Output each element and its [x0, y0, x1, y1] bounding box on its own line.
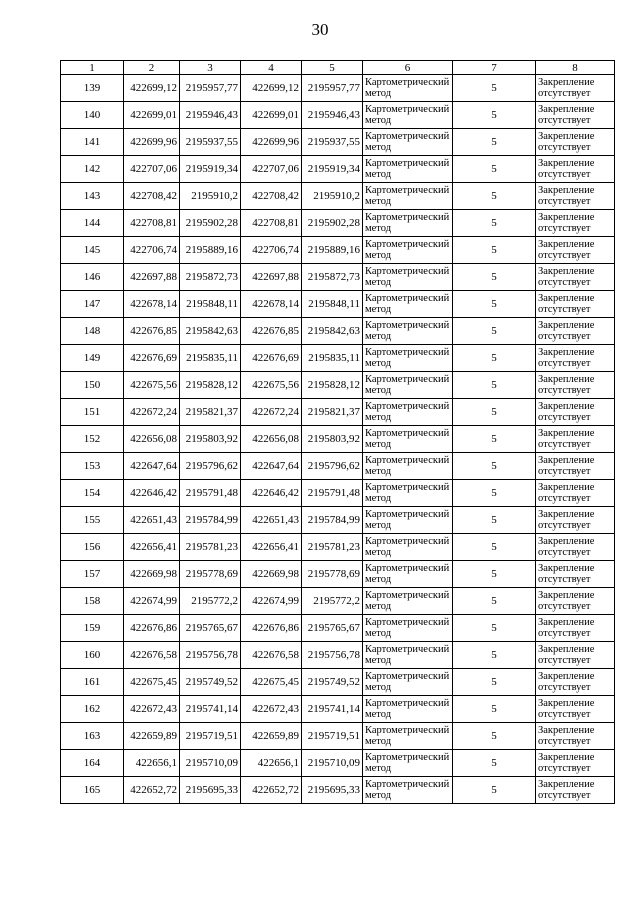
- x-coordinate-old-cell: 422669,98: [124, 561, 180, 588]
- table-row: [61, 291, 615, 318]
- table-row: [61, 588, 615, 615]
- y-coordinate-new-cell: 2195821,37: [302, 399, 363, 426]
- determination-method-cell: Картометрический метод: [363, 399, 453, 426]
- y-coordinate-old-cell: 2195765,67: [180, 615, 241, 642]
- table-row: [61, 723, 615, 750]
- point-number-cell: 164: [61, 750, 124, 777]
- y-coordinate-new-cell: 2195872,73: [302, 264, 363, 291]
- point-number-cell: 141: [61, 129, 124, 156]
- fixing-description-cell: Закрепление отсутствует: [536, 561, 615, 588]
- y-coordinate-new-cell: 2195765,67: [302, 615, 363, 642]
- determination-method-cell: Картометрический метод: [363, 642, 453, 669]
- table-row: [61, 453, 615, 480]
- accuracy-cell: 5: [453, 264, 536, 291]
- y-coordinate-new-cell: 2195902,28: [302, 210, 363, 237]
- y-coordinate-new-cell: 2195749,52: [302, 669, 363, 696]
- y-coordinate-old-cell: 2195719,51: [180, 723, 241, 750]
- fixing-description-cell: Закрепление отсутствует: [536, 453, 615, 480]
- table-row: [61, 372, 615, 399]
- page-number: 30: [311, 20, 329, 39]
- accuracy-cell: 5: [453, 453, 536, 480]
- x-coordinate-old-cell: 422675,45: [124, 669, 180, 696]
- y-coordinate-old-cell: 2195781,23: [180, 534, 241, 561]
- determination-method-cell: Картометрический метод: [363, 723, 453, 750]
- fixing-description-cell: Закрепление отсутствует: [536, 588, 615, 615]
- x-coordinate-old-cell: 422699,01: [124, 102, 180, 129]
- point-number-cell: 152: [61, 426, 124, 453]
- table-row: [61, 777, 615, 804]
- table-row: [61, 426, 615, 453]
- point-number-cell: 156: [61, 534, 124, 561]
- accuracy-cell: 5: [453, 750, 536, 777]
- y-coordinate-old-cell: 2195957,77: [180, 75, 241, 102]
- fixing-description-cell: Закрепление отсутствует: [536, 669, 615, 696]
- x-coordinate-old-cell: 422697,88: [124, 264, 180, 291]
- determination-method-cell: Картометрический метод: [363, 426, 453, 453]
- x-coordinate-new-cell: 422669,98: [241, 561, 302, 588]
- fixing-description-cell: Закрепление отсутствует: [536, 129, 615, 156]
- x-coordinate-new-cell: 422656,1: [241, 750, 302, 777]
- x-coordinate-new-cell: 422659,89: [241, 723, 302, 750]
- x-coordinate-new-cell: 422656,41: [241, 534, 302, 561]
- accuracy-cell: 5: [453, 291, 536, 318]
- x-coordinate-new-cell: 422672,43: [241, 696, 302, 723]
- x-coordinate-old-cell: 422706,74: [124, 237, 180, 264]
- x-coordinate-new-cell: 422646,42: [241, 480, 302, 507]
- column-header-3: 3: [180, 61, 241, 75]
- fixing-description-cell: Закрепление отсутствует: [536, 507, 615, 534]
- fixing-description-cell: Закрепление отсутствует: [536, 534, 615, 561]
- accuracy-cell: 5: [453, 534, 536, 561]
- point-number-cell: 154: [61, 480, 124, 507]
- point-number-cell: 146: [61, 264, 124, 291]
- x-coordinate-new-cell: 422674,99: [241, 588, 302, 615]
- point-number-cell: 140: [61, 102, 124, 129]
- y-coordinate-new-cell: 2195828,12: [302, 372, 363, 399]
- x-coordinate-old-cell: 422672,43: [124, 696, 180, 723]
- y-coordinate-old-cell: 2195835,11: [180, 345, 241, 372]
- fixing-description-cell: Закрепление отсутствует: [536, 642, 615, 669]
- determination-method-cell: Картометрический метод: [363, 156, 453, 183]
- x-coordinate-new-cell: 422676,85: [241, 318, 302, 345]
- y-coordinate-old-cell: 2195803,92: [180, 426, 241, 453]
- fixing-description-cell: Закрепление отсутствует: [536, 291, 615, 318]
- determination-method-cell: Картометрический метод: [363, 237, 453, 264]
- fixing-description-cell: Закрепление отсутствует: [536, 480, 615, 507]
- point-number-cell: 143: [61, 183, 124, 210]
- point-number-cell: 155: [61, 507, 124, 534]
- y-coordinate-old-cell: 2195710,09: [180, 750, 241, 777]
- accuracy-cell: 5: [453, 156, 536, 183]
- accuracy-cell: 5: [453, 669, 536, 696]
- point-number-cell: 149: [61, 345, 124, 372]
- point-number-cell: 165: [61, 777, 124, 804]
- table-row: [61, 75, 615, 102]
- table-row: [61, 615, 615, 642]
- accuracy-cell: 5: [453, 777, 536, 804]
- accuracy-cell: 5: [453, 237, 536, 264]
- x-coordinate-new-cell: 422676,86: [241, 615, 302, 642]
- determination-method-cell: Картометрический метод: [363, 588, 453, 615]
- x-coordinate-new-cell: 422699,96: [241, 129, 302, 156]
- x-coordinate-new-cell: 422651,43: [241, 507, 302, 534]
- column-header-2: 2: [124, 61, 180, 75]
- point-number-cell: 147: [61, 291, 124, 318]
- column-header-4: 4: [241, 61, 302, 75]
- accuracy-cell: 5: [453, 345, 536, 372]
- y-coordinate-old-cell: 2195778,69: [180, 561, 241, 588]
- fixing-description-cell: Закрепление отсутствует: [536, 156, 615, 183]
- table-header: [61, 61, 615, 75]
- table-row: [61, 696, 615, 723]
- x-coordinate-old-cell: 422675,56: [124, 372, 180, 399]
- accuracy-cell: 5: [453, 507, 536, 534]
- y-coordinate-new-cell: 2195710,09: [302, 750, 363, 777]
- x-coordinate-old-cell: 422656,41: [124, 534, 180, 561]
- accuracy-cell: 5: [453, 75, 536, 102]
- fixing-description-cell: Закрепление отсутствует: [536, 264, 615, 291]
- coordinates-table: [60, 60, 615, 804]
- accuracy-cell: 5: [453, 723, 536, 750]
- x-coordinate-new-cell: 422675,56: [241, 372, 302, 399]
- fixing-description-cell: Закрепление отсутствует: [536, 210, 615, 237]
- x-coordinate-old-cell: 422707,06: [124, 156, 180, 183]
- y-coordinate-old-cell: 2195784,99: [180, 507, 241, 534]
- y-coordinate-old-cell: 2195842,63: [180, 318, 241, 345]
- x-coordinate-new-cell: 422706,74: [241, 237, 302, 264]
- y-coordinate-new-cell: 2195791,48: [302, 480, 363, 507]
- point-number-cell: 157: [61, 561, 124, 588]
- y-coordinate-old-cell: 2195756,78: [180, 642, 241, 669]
- determination-method-cell: Картометрический метод: [363, 291, 453, 318]
- x-coordinate-old-cell: 422672,24: [124, 399, 180, 426]
- point-number-cell: 142: [61, 156, 124, 183]
- determination-method-cell: Картометрический метод: [363, 372, 453, 399]
- x-coordinate-new-cell: 422672,24: [241, 399, 302, 426]
- y-coordinate-old-cell: 2195821,37: [180, 399, 241, 426]
- table-row: [61, 264, 615, 291]
- determination-method-cell: Картометрический метод: [363, 669, 453, 696]
- y-coordinate-new-cell: 2195778,69: [302, 561, 363, 588]
- table-row: [61, 183, 615, 210]
- point-number-cell: 163: [61, 723, 124, 750]
- accuracy-cell: 5: [453, 210, 536, 237]
- point-number-cell: 148: [61, 318, 124, 345]
- y-coordinate-old-cell: 2195749,52: [180, 669, 241, 696]
- fixing-description-cell: Закрепление отсутствует: [536, 345, 615, 372]
- point-number-cell: 139: [61, 75, 124, 102]
- x-coordinate-old-cell: 422708,42: [124, 183, 180, 210]
- y-coordinate-new-cell: 2195946,43: [302, 102, 363, 129]
- table-row: [61, 507, 615, 534]
- x-coordinate-old-cell: 422676,86: [124, 615, 180, 642]
- x-coordinate-old-cell: 422699,96: [124, 129, 180, 156]
- x-coordinate-new-cell: 422699,01: [241, 102, 302, 129]
- accuracy-cell: 5: [453, 102, 536, 129]
- y-coordinate-new-cell: 2195719,51: [302, 723, 363, 750]
- x-coordinate-old-cell: 422646,42: [124, 480, 180, 507]
- determination-method-cell: Картометрический метод: [363, 75, 453, 102]
- y-coordinate-old-cell: 2195919,34: [180, 156, 241, 183]
- y-coordinate-old-cell: 2195828,12: [180, 372, 241, 399]
- table-row: [61, 237, 615, 264]
- y-coordinate-new-cell: 2195937,55: [302, 129, 363, 156]
- x-coordinate-old-cell: 422656,1: [124, 750, 180, 777]
- x-coordinate-old-cell: 422708,81: [124, 210, 180, 237]
- fixing-description-cell: Закрепление отсутствует: [536, 750, 615, 777]
- y-coordinate-new-cell: 2195889,16: [302, 237, 363, 264]
- determination-method-cell: Картометрический метод: [363, 453, 453, 480]
- table-row: [61, 210, 615, 237]
- y-coordinate-new-cell: 2195835,11: [302, 345, 363, 372]
- y-coordinate-old-cell: 2195946,43: [180, 102, 241, 129]
- accuracy-cell: 5: [453, 426, 536, 453]
- x-coordinate-old-cell: 422656,08: [124, 426, 180, 453]
- column-header-5: 5: [302, 61, 363, 75]
- accuracy-cell: 5: [453, 318, 536, 345]
- x-coordinate-new-cell: 422652,72: [241, 777, 302, 804]
- x-coordinate-old-cell: 422651,43: [124, 507, 180, 534]
- x-coordinate-new-cell: 422676,58: [241, 642, 302, 669]
- accuracy-cell: 5: [453, 399, 536, 426]
- determination-method-cell: Картометрический метод: [363, 480, 453, 507]
- determination-method-cell: Картометрический метод: [363, 318, 453, 345]
- accuracy-cell: 5: [453, 129, 536, 156]
- y-coordinate-new-cell: 2195796,62: [302, 453, 363, 480]
- x-coordinate-old-cell: 422699,12: [124, 75, 180, 102]
- y-coordinate-old-cell: 2195772,2: [180, 588, 241, 615]
- y-coordinate-old-cell: 2195937,55: [180, 129, 241, 156]
- point-number-cell: 162: [61, 696, 124, 723]
- x-coordinate-old-cell: 422659,89: [124, 723, 180, 750]
- x-coordinate-old-cell: 422676,58: [124, 642, 180, 669]
- fixing-description-cell: Закрепление отсутствует: [536, 696, 615, 723]
- x-coordinate-new-cell: 422678,14: [241, 291, 302, 318]
- determination-method-cell: Картометрический метод: [363, 777, 453, 804]
- x-coordinate-new-cell: 422675,45: [241, 669, 302, 696]
- table-row: [61, 480, 615, 507]
- accuracy-cell: 5: [453, 372, 536, 399]
- y-coordinate-new-cell: 2195957,77: [302, 75, 363, 102]
- accuracy-cell: 5: [453, 183, 536, 210]
- y-coordinate-old-cell: 2195695,33: [180, 777, 241, 804]
- table-row: [61, 129, 615, 156]
- fixing-description-cell: Закрепление отсутствует: [536, 102, 615, 129]
- x-coordinate-new-cell: 422699,12: [241, 75, 302, 102]
- x-coordinate-old-cell: 422678,14: [124, 291, 180, 318]
- x-coordinate-old-cell: 422652,72: [124, 777, 180, 804]
- determination-method-cell: Картометрический метод: [363, 561, 453, 588]
- y-coordinate-new-cell: 2195781,23: [302, 534, 363, 561]
- y-coordinate-new-cell: 2195756,78: [302, 642, 363, 669]
- determination-method-cell: Картометрический метод: [363, 210, 453, 237]
- x-coordinate-new-cell: 422656,08: [241, 426, 302, 453]
- determination-method-cell: Картометрический метод: [363, 183, 453, 210]
- y-coordinate-new-cell: 2195842,63: [302, 318, 363, 345]
- accuracy-cell: 5: [453, 588, 536, 615]
- table-row: [61, 156, 615, 183]
- point-number-cell: 158: [61, 588, 124, 615]
- point-number-cell: 159: [61, 615, 124, 642]
- fixing-description-cell: Закрепление отсутствует: [536, 372, 615, 399]
- y-coordinate-new-cell: 2195803,92: [302, 426, 363, 453]
- point-number-cell: 160: [61, 642, 124, 669]
- table-body: [61, 75, 615, 804]
- y-coordinate-new-cell: 2195784,99: [302, 507, 363, 534]
- x-coordinate-new-cell: 422676,69: [241, 345, 302, 372]
- determination-method-cell: Картометрический метод: [363, 345, 453, 372]
- table-row: [61, 642, 615, 669]
- y-coordinate-old-cell: 2195741,14: [180, 696, 241, 723]
- y-coordinate-new-cell: 2195695,33: [302, 777, 363, 804]
- fixing-description-cell: Закрепление отсутствует: [536, 318, 615, 345]
- table-row: [61, 318, 615, 345]
- accuracy-cell: 5: [453, 561, 536, 588]
- y-coordinate-new-cell: 2195919,34: [302, 156, 363, 183]
- determination-method-cell: Картометрический метод: [363, 129, 453, 156]
- column-header-8: 8: [536, 61, 615, 75]
- table-row: [61, 399, 615, 426]
- y-coordinate-old-cell: 2195889,16: [180, 237, 241, 264]
- x-coordinate-old-cell: 422674,99: [124, 588, 180, 615]
- x-coordinate-old-cell: 422676,85: [124, 318, 180, 345]
- fixing-description-cell: Закрепление отсутствует: [536, 183, 615, 210]
- table-row: [61, 102, 615, 129]
- determination-method-cell: Картометрический метод: [363, 507, 453, 534]
- fixing-description-cell: Закрепление отсутствует: [536, 75, 615, 102]
- y-coordinate-new-cell: 2195910,2: [302, 183, 363, 210]
- y-coordinate-old-cell: 2195791,48: [180, 480, 241, 507]
- determination-method-cell: Картометрический метод: [363, 534, 453, 561]
- column-header-7: 7: [453, 61, 536, 75]
- accuracy-cell: 5: [453, 480, 536, 507]
- x-coordinate-new-cell: 422707,06: [241, 156, 302, 183]
- fixing-description-cell: Закрепление отсутствует: [536, 426, 615, 453]
- point-number-cell: 153: [61, 453, 124, 480]
- y-coordinate-old-cell: 2195902,28: [180, 210, 241, 237]
- fixing-description-cell: Закрепление отсутствует: [536, 399, 615, 426]
- y-coordinate-new-cell: 2195848,11: [302, 291, 363, 318]
- fixing-description-cell: Закрепление отсутствует: [536, 615, 615, 642]
- fixing-description-cell: Закрепление отсутствует: [536, 237, 615, 264]
- column-header-1: 1: [61, 61, 124, 75]
- point-number-cell: 150: [61, 372, 124, 399]
- x-coordinate-old-cell: 422647,64: [124, 453, 180, 480]
- determination-method-cell: Картометрический метод: [363, 750, 453, 777]
- determination-method-cell: Картометрический метод: [363, 696, 453, 723]
- accuracy-cell: 5: [453, 615, 536, 642]
- y-coordinate-new-cell: 2195772,2: [302, 588, 363, 615]
- y-coordinate-old-cell: 2195872,73: [180, 264, 241, 291]
- table-row: [61, 345, 615, 372]
- table-row: [61, 561, 615, 588]
- x-coordinate-new-cell: 422708,42: [241, 183, 302, 210]
- y-coordinate-new-cell: 2195741,14: [302, 696, 363, 723]
- y-coordinate-old-cell: 2195848,11: [180, 291, 241, 318]
- point-number-cell: 145: [61, 237, 124, 264]
- accuracy-cell: 5: [453, 696, 536, 723]
- y-coordinate-old-cell: 2195796,62: [180, 453, 241, 480]
- x-coordinate-new-cell: 422708,81: [241, 210, 302, 237]
- fixing-description-cell: Закрепление отсутствует: [536, 723, 615, 750]
- table-row: [61, 534, 615, 561]
- y-coordinate-old-cell: 2195910,2: [180, 183, 241, 210]
- point-number-cell: 161: [61, 669, 124, 696]
- x-coordinate-old-cell: 422676,69: [124, 345, 180, 372]
- column-header-6: 6: [363, 61, 453, 75]
- point-number-cell: 144: [61, 210, 124, 237]
- table-row: [61, 750, 615, 777]
- accuracy-cell: 5: [453, 642, 536, 669]
- fixing-description-cell: Закрепление отсутствует: [536, 777, 615, 804]
- determination-method-cell: Картометрический метод: [363, 264, 453, 291]
- x-coordinate-new-cell: 422697,88: [241, 264, 302, 291]
- determination-method-cell: Картометрический метод: [363, 102, 453, 129]
- x-coordinate-new-cell: 422647,64: [241, 453, 302, 480]
- point-number-cell: 151: [61, 399, 124, 426]
- table-row: [61, 669, 615, 696]
- header-row: [61, 61, 615, 75]
- determination-method-cell: Картометрический метод: [363, 615, 453, 642]
